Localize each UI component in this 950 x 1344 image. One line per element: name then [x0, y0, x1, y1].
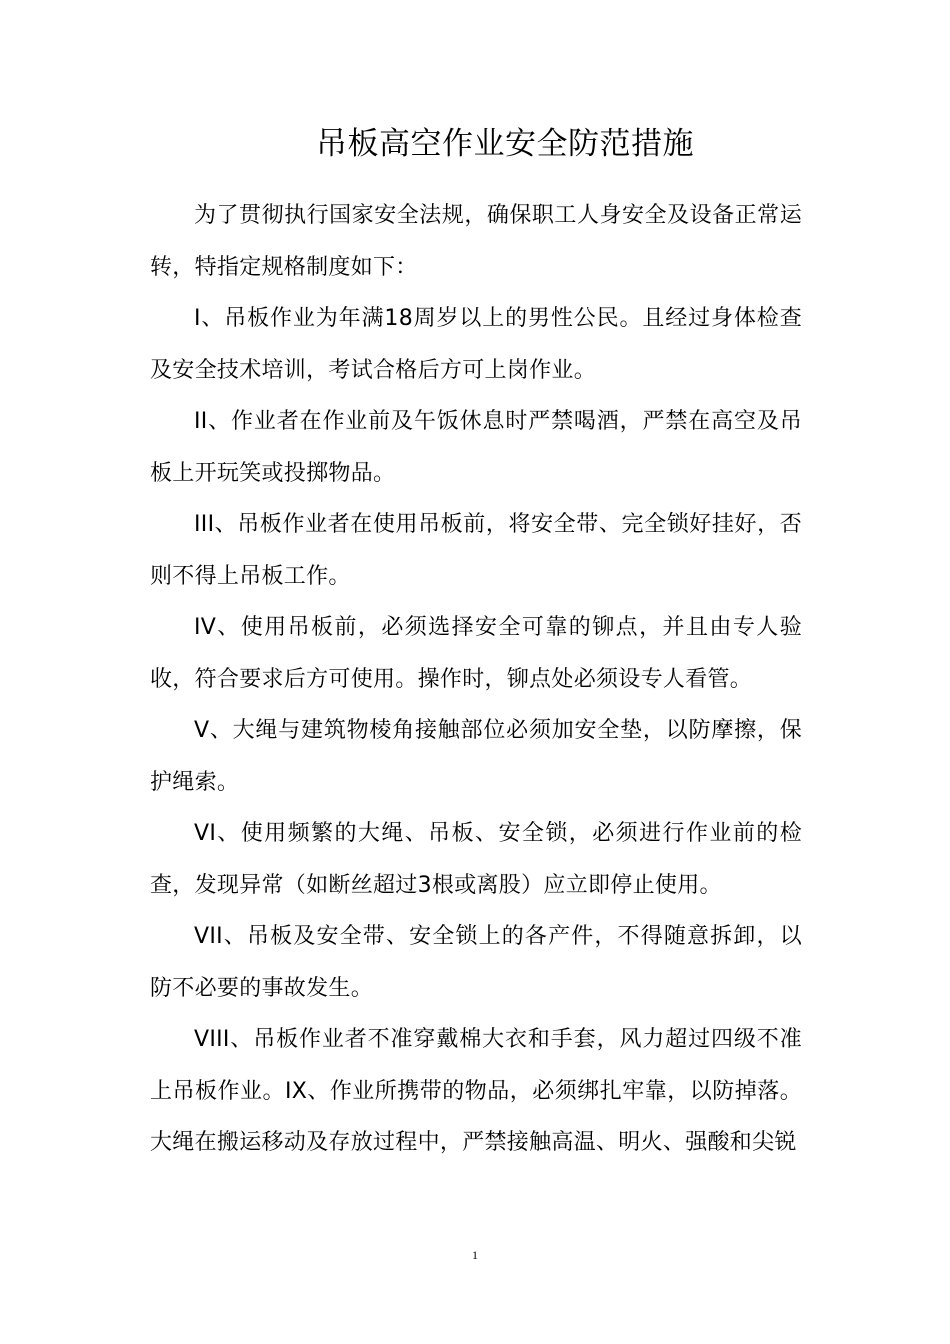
document-title: 吊板高空作业安全防范措施 — [316, 126, 694, 162]
paragraph-rule-3: III、吊板作业者在使用吊板前，将安全带、完全锁好挂好，否则不得上吊板工作。 — [150, 512, 802, 589]
paragraph-rule-8: VIII、吊板作业者不准穿戴棉大衣和手套，风力超过四级不准上吊板作业。IX、作业所携带的物品，必须绑扎牢靠，以防掉落。大绳在搬运移动及存放过程中，严禁接触高温、明火、强酸和尖锐 — [150, 1027, 802, 1155]
paragraph-rule-7: VII、吊板及安全带、安全锁上的各产件，不得随意拆卸，以防不必要的事故发生。 — [150, 924, 802, 1001]
paragraph-rule-4: IV、使用吊板前，必须选择安全可靠的铆点，并且由专人验收，符合要求后方可使用。操作时，铆点处必须设专人看管。 — [150, 615, 802, 692]
document-body — [150, 190, 802, 1169]
paragraph-rule-2: II、作业者在作业前及午饭休息时严禁喝酒，严禁在高空及吊板上开玩笑或投掷物品。 — [150, 409, 802, 486]
paragraph-intro: 为了贯彻执行国家安全法规，确保职工人身安全及设备正常运转，特指定规格制度如下： — [150, 203, 802, 280]
paragraph-rule-1: I、吊板作业为年满18周岁以上的男性公民。且经过身体检查及安全技术培训，考试合格后方可上岗作业。 — [150, 306, 802, 383]
paragraph-rule-5: V、大绳与建筑物棱角接触部位必须加安全垫，以防摩擦，保护绳索。 — [150, 718, 802, 795]
page-number: 1 — [472, 1248, 478, 1262]
paragraph-rule-6: VI、使用频繁的大绳、吊板、安全锁，必须进行作业前的检查，发现异常（如断丝超过3根或离股）应立即停止使用。 — [150, 821, 802, 898]
